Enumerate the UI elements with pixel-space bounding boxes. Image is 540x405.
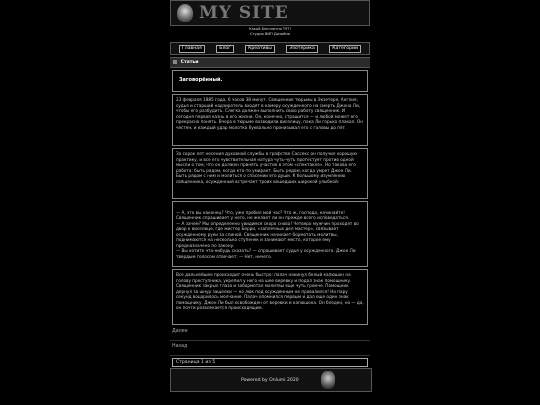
pagination: Страница 1 из 5 <box>172 358 368 367</box>
article-paragraph-3 <box>172 201 368 267</box>
next-link[interactable]: Далее <box>172 329 188 334</box>
logo-text: MY SITE <box>199 3 289 23</box>
menu-item-categories[interactable]: Категории <box>329 45 361 53</box>
menu-item-home[interactable]: Главная <box>179 45 205 53</box>
site-header <box>170 0 370 26</box>
menu-item-esoterics[interactable]: Эзотерика <box>286 45 317 53</box>
back-link[interactable]: Назад <box>172 344 188 349</box>
paragraph-text: — А, это вы наконец? Что, уже пробил мой час? Что ж, господа, начинайте! Священник спрашивает у него, не желает ли он прежде всего исповедаться. — А зачем? Мы определенно увидимся скоро снова! Четверо мужчин проходят во двор к виселице, где мистер Берри, «заплечных дел мастер», связывает осужденному руки за спиной. Священник начинает бормотать молитвы, поднимаются на несколько ступенек и занимают место, которое ему предназначено по закону. — Вы хотите что-нибудь сказать? — спрашивает судья у осужденного. Джон Ли твердым голосом отвечает: — Нет, ничего. <box>176 209 359 259</box>
article-title: Заговорённый. <box>179 77 223 84</box>
site-footer <box>170 368 372 392</box>
site-subheader <box>170 27 370 40</box>
article-title-box <box>172 70 368 92</box>
menu-item-blog[interactable]: Блог <box>216 45 233 53</box>
section-bullet-icon <box>173 60 177 64</box>
main-menu <box>170 42 370 55</box>
site-title: Какой Бесплатно ТУТ! <box>249 27 291 31</box>
article-paragraph-4 <box>172 269 368 325</box>
site-subtitle: Студия ВИП Дизайна <box>250 32 290 36</box>
article-paragraph-2 <box>172 148 368 199</box>
page-wrapper <box>170 0 370 383</box>
divider <box>170 355 370 356</box>
paragraph-text: Все дальнейшее происходит очень быстро: палач накинул белый капюшон на голову преступника, укрепил у него на шее веревку и подал знак помощнику. Священник закрыл глаза и забормотал молитвы еще чуть громче. Помощник дернул за шнур защелки — но люк под осужденным не провалился! На пару секунд воцарилось молчание. Палач опомнился первым и дал еще один знак помощнику. Джон Ли был освобожден от веревки и капюшона. Он бледен, но — да, он почти развлекается происходящим. <box>176 272 364 310</box>
divider <box>170 340 370 341</box>
section-header <box>170 57 370 68</box>
menu-item-creatives[interactable]: Креативы <box>245 45 275 53</box>
footer-image <box>321 371 335 389</box>
section-title: Статьи <box>180 60 199 65</box>
article-paragraph-1 <box>172 94 368 146</box>
footer-text: Powered by Onlumi 2020 <box>241 378 299 383</box>
paragraph-text: 23 февраля 1885 года, 6 часов 38 минут. Священник тюрьмы в Экзетере, Англия, судья и старший надзиратель входят в камеру осужденного на смерть Джона Ли, чтобы его разбудить. Слегка должен выполнить свою работу священник. И сегодня первая казнь в его жизни. Он, конечно, страшится — и любой может его прекрасно понять. Вчера в тюрьме возводили виселицу, пока Ли горько плакал. Он честен, и каждый удар молотка буквально пронизывал его с головы до пят. <box>176 97 363 130</box>
paragraph-text: За сорок лет несения духовной службы в графстве Сассекс он получил хорошую практику, и все его чувствительная натура чуть-чуть протестует против одной мысли о том, что он должен принять участие в этом «спектакле». Но такова его работа: быть рядом, когда кто-то умирает. Быть рядом, когда умрет Джон Ли. Быть рядом с ним и молиться о спасении его души. К большому изумлению священника, осужденный встречает троих вошедших широкой улыбкой: <box>176 151 357 184</box>
logo-image <box>177 4 193 22</box>
